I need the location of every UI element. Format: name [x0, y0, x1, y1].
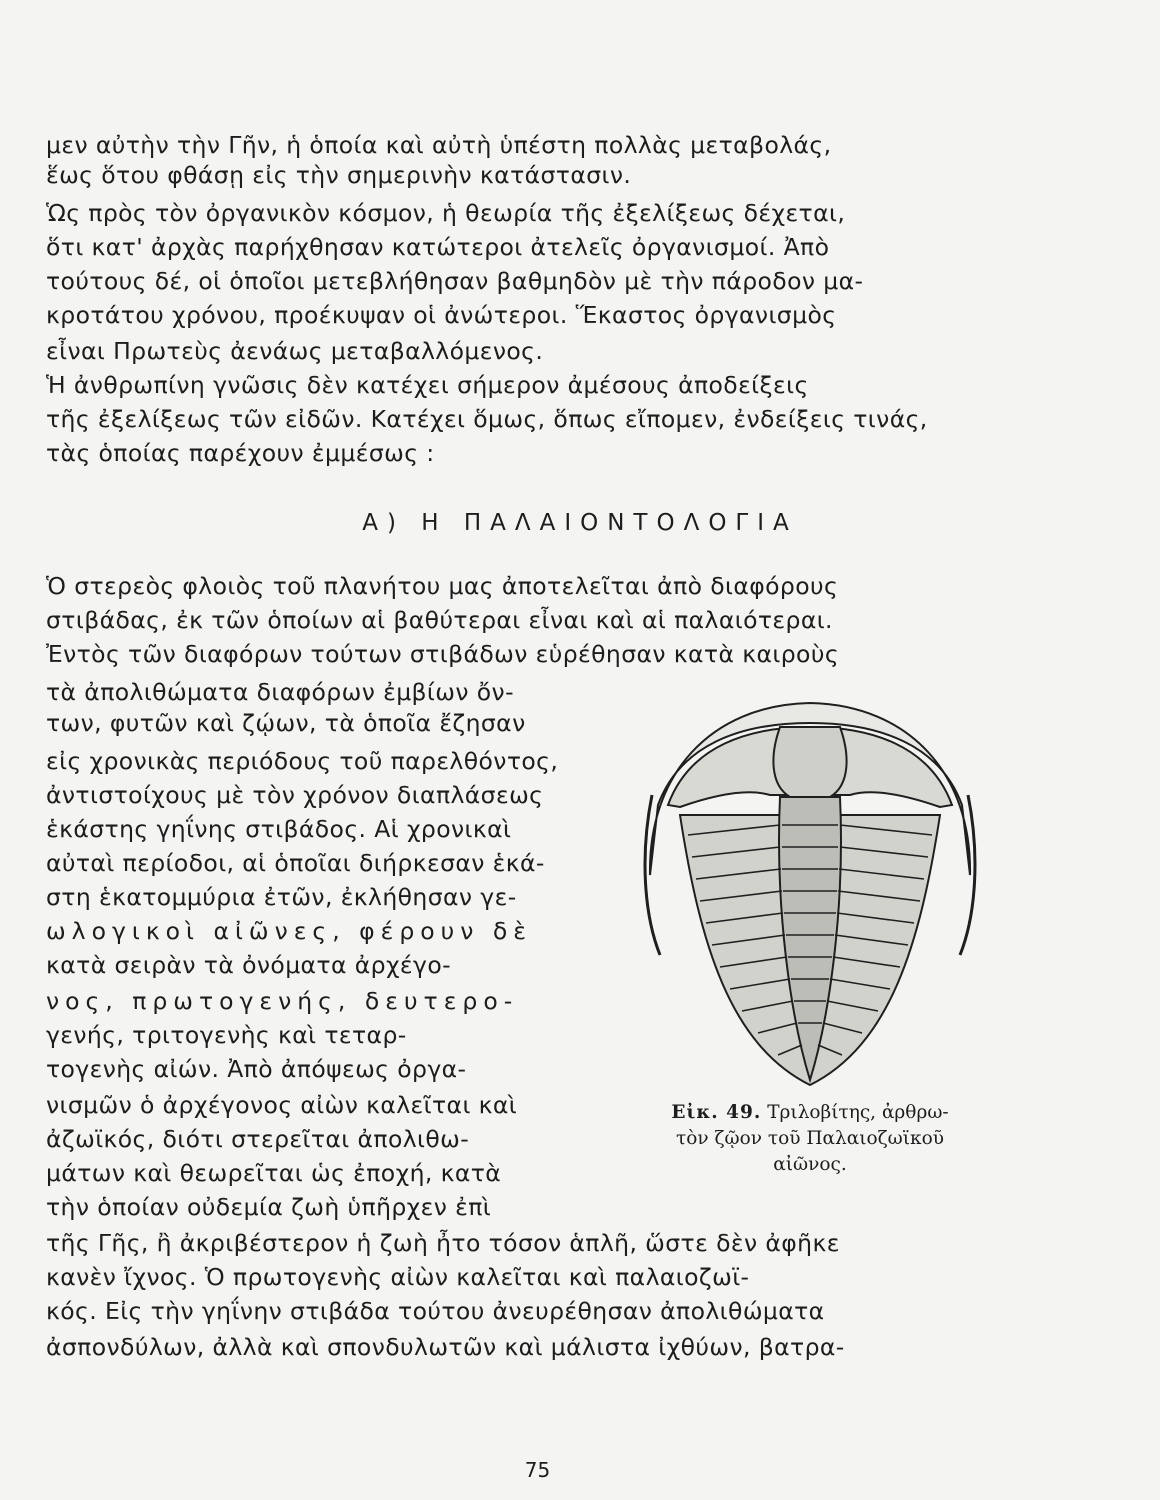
caption-text: Τριλοβίτης, ἀρθρω- — [767, 1102, 949, 1123]
text-line: τὰς ὁποίας παρέχουν ἐμμέσως : — [46, 439, 435, 467]
text-line: ἀζωϊκός, διότι στερεῖται ἀπολιθω- — [46, 1125, 470, 1153]
genal-spine-left — [645, 795, 660, 955]
text-line: Ὁ στερεὸς φλοιὸς τοῦ πλανήτου μας ἀποτελεῖται ἀπὸ διαφόρους — [46, 572, 839, 600]
text-line: κανὲν ἴχνος. Ὁ πρωτογενὴς αἰὼν καλεῖται καὶ παλαιοζωϊ- — [46, 1263, 750, 1291]
caption-line: αἰῶνος. — [773, 1153, 847, 1175]
text-line: κατὰ σειρὰν τὰ ὀνόματα ἀρχέγο- — [46, 951, 451, 979]
text-line: νος, πρωτογενής, δευτερο- — [46, 987, 519, 1015]
page-number: 75 — [524, 1458, 551, 1482]
text-line: τῆς ἐξελίξεως τῶν εἰδῶν. Κατέχει ὅμως, ὅπως εἴπομεν, ἐνδείξεις τινάς, — [46, 405, 928, 433]
text-line: εἰς χρονικὰς περιόδους τοῦ παρελθόντος, — [46, 747, 559, 775]
text-line: ωλογικοὶ αἰῶνες, φέρουν δὲ — [46, 917, 532, 945]
text-line: εἶναι Πρωτεὺς ἀενάως μεταβαλλόμενος. — [46, 337, 544, 365]
text-line: γενής, τριτογενὴς καὶ τεταρ- — [46, 1021, 407, 1049]
text-line: Ἐντὸς τῶν διαφόρων τούτων στιβάδων εὑρέθησαν κατὰ καιροὺς — [46, 640, 840, 668]
text-line: τούτους δέ, οἱ ὁποῖοι μετεβλήθησαν βαθμηδὸν μὲ τὴν πάροδον μα- — [46, 267, 864, 295]
caption-line: τὸν ζῷον τοῦ Παλαιοζωϊκοῦ — [676, 1127, 944, 1149]
text-line: ἀντιστοίχους μὲ τὸν χρόνον διαπλάσεως — [46, 781, 544, 809]
text-line: ἑκάστης γηΐνης στιβάδος. Αἱ χρονικαὶ — [46, 815, 512, 843]
text-line: κός. Εἰς τὴν γηΐνην στιβάδα τούτου ἀνευρέθησαν ἀπολιθώματα — [46, 1297, 825, 1325]
trilobite-illustration — [640, 685, 980, 1095]
text-line: Ἡ ἀνθρωπίνη γνῶσις δὲν κατέχει σήμερον ἀμέσους ἀποδείξεις — [46, 371, 809, 399]
text-line: ἕως ὅτου φθάσῃ εἰς τὴν σημερινὴν κατάστασιν. — [46, 161, 632, 189]
section-heading: Α) Η ΠΑΛΑΙΟΝΤΟΛΟΓΙΑ — [362, 510, 798, 536]
text-line: αὐταὶ περίοδοι, αἱ ὁποῖαι διήρκεσαν ἑκά- — [46, 849, 545, 877]
text-line: ἀσπονδύλων, ἀλλὰ καὶ σπονδυλωτῶν καὶ μάλιστα ἰχθύων, βατρα- — [46, 1333, 845, 1361]
caption-line — [625, 1100, 995, 1126]
glabella — [773, 727, 846, 797]
figure-label: Εἰκ. 49. — [671, 1102, 762, 1123]
figure-caption — [625, 1100, 995, 1178]
text-line: κροτάτου χρόνου, προέκυψαν οἱ ἀνώτεροι. Ἕκαστος ὀργανισμὸς — [46, 301, 837, 329]
text-line: μεν αὐτὴν τὴν Γῆν, ἡ ὁποία καὶ αὐτὴ ὑπέστη πολλὰς μεταβολάς, — [46, 131, 832, 159]
text-line: στιβάδας, ἐκ τῶν ὁποίων αἱ βαθύτεραι εἶναι καὶ αἱ παλαιότεραι. — [46, 606, 833, 634]
text-line: Ὡς πρὸς τὸν ὀργανικὸν κόσμον, ἡ θεωρία τῆς ἐξελίξεως δέχεται, — [46, 199, 846, 227]
genal-spine-right — [960, 795, 975, 955]
text-line: μάτων καὶ θεωρεῖται ὡς ἐποχή, κατὰ — [46, 1159, 502, 1187]
text-line: των, φυτῶν καὶ ζῴων, τὰ ὁποῖα ἔζησαν — [46, 709, 526, 737]
text-line: τὰ ἀπολιθώματα διαφόρων ἐμβίων ὄν- — [46, 678, 514, 706]
text-line: τογενὴς αἰών. Ἀπὸ ἀπόψεως ὀργα- — [46, 1055, 467, 1083]
text-line: νισμῶν ὁ ἀρχέγονος αἰὼν καλεῖται καὶ — [46, 1091, 518, 1119]
text-line: ὅτι κατ' ἀρχὰς παρήχθησαν κατώτεροι ἀτελεῖς ὀργανισμοί. Ἀπὸ — [46, 233, 830, 261]
text-line: στη ἑκατομμύρια ἐτῶν, ἐκλήθησαν γε- — [46, 883, 517, 911]
text-line: τῆς Γῆς, ἢ ἀκριβέστερον ἡ ζωὴ ἦτο τόσον ἁπλῆ, ὥστε δὲν ἀφῆκε — [46, 1229, 840, 1257]
text-line: τὴν ὁποίαν οὐδεμία ζωὴ ὑπῆρχεν ἐπὶ — [46, 1193, 492, 1221]
